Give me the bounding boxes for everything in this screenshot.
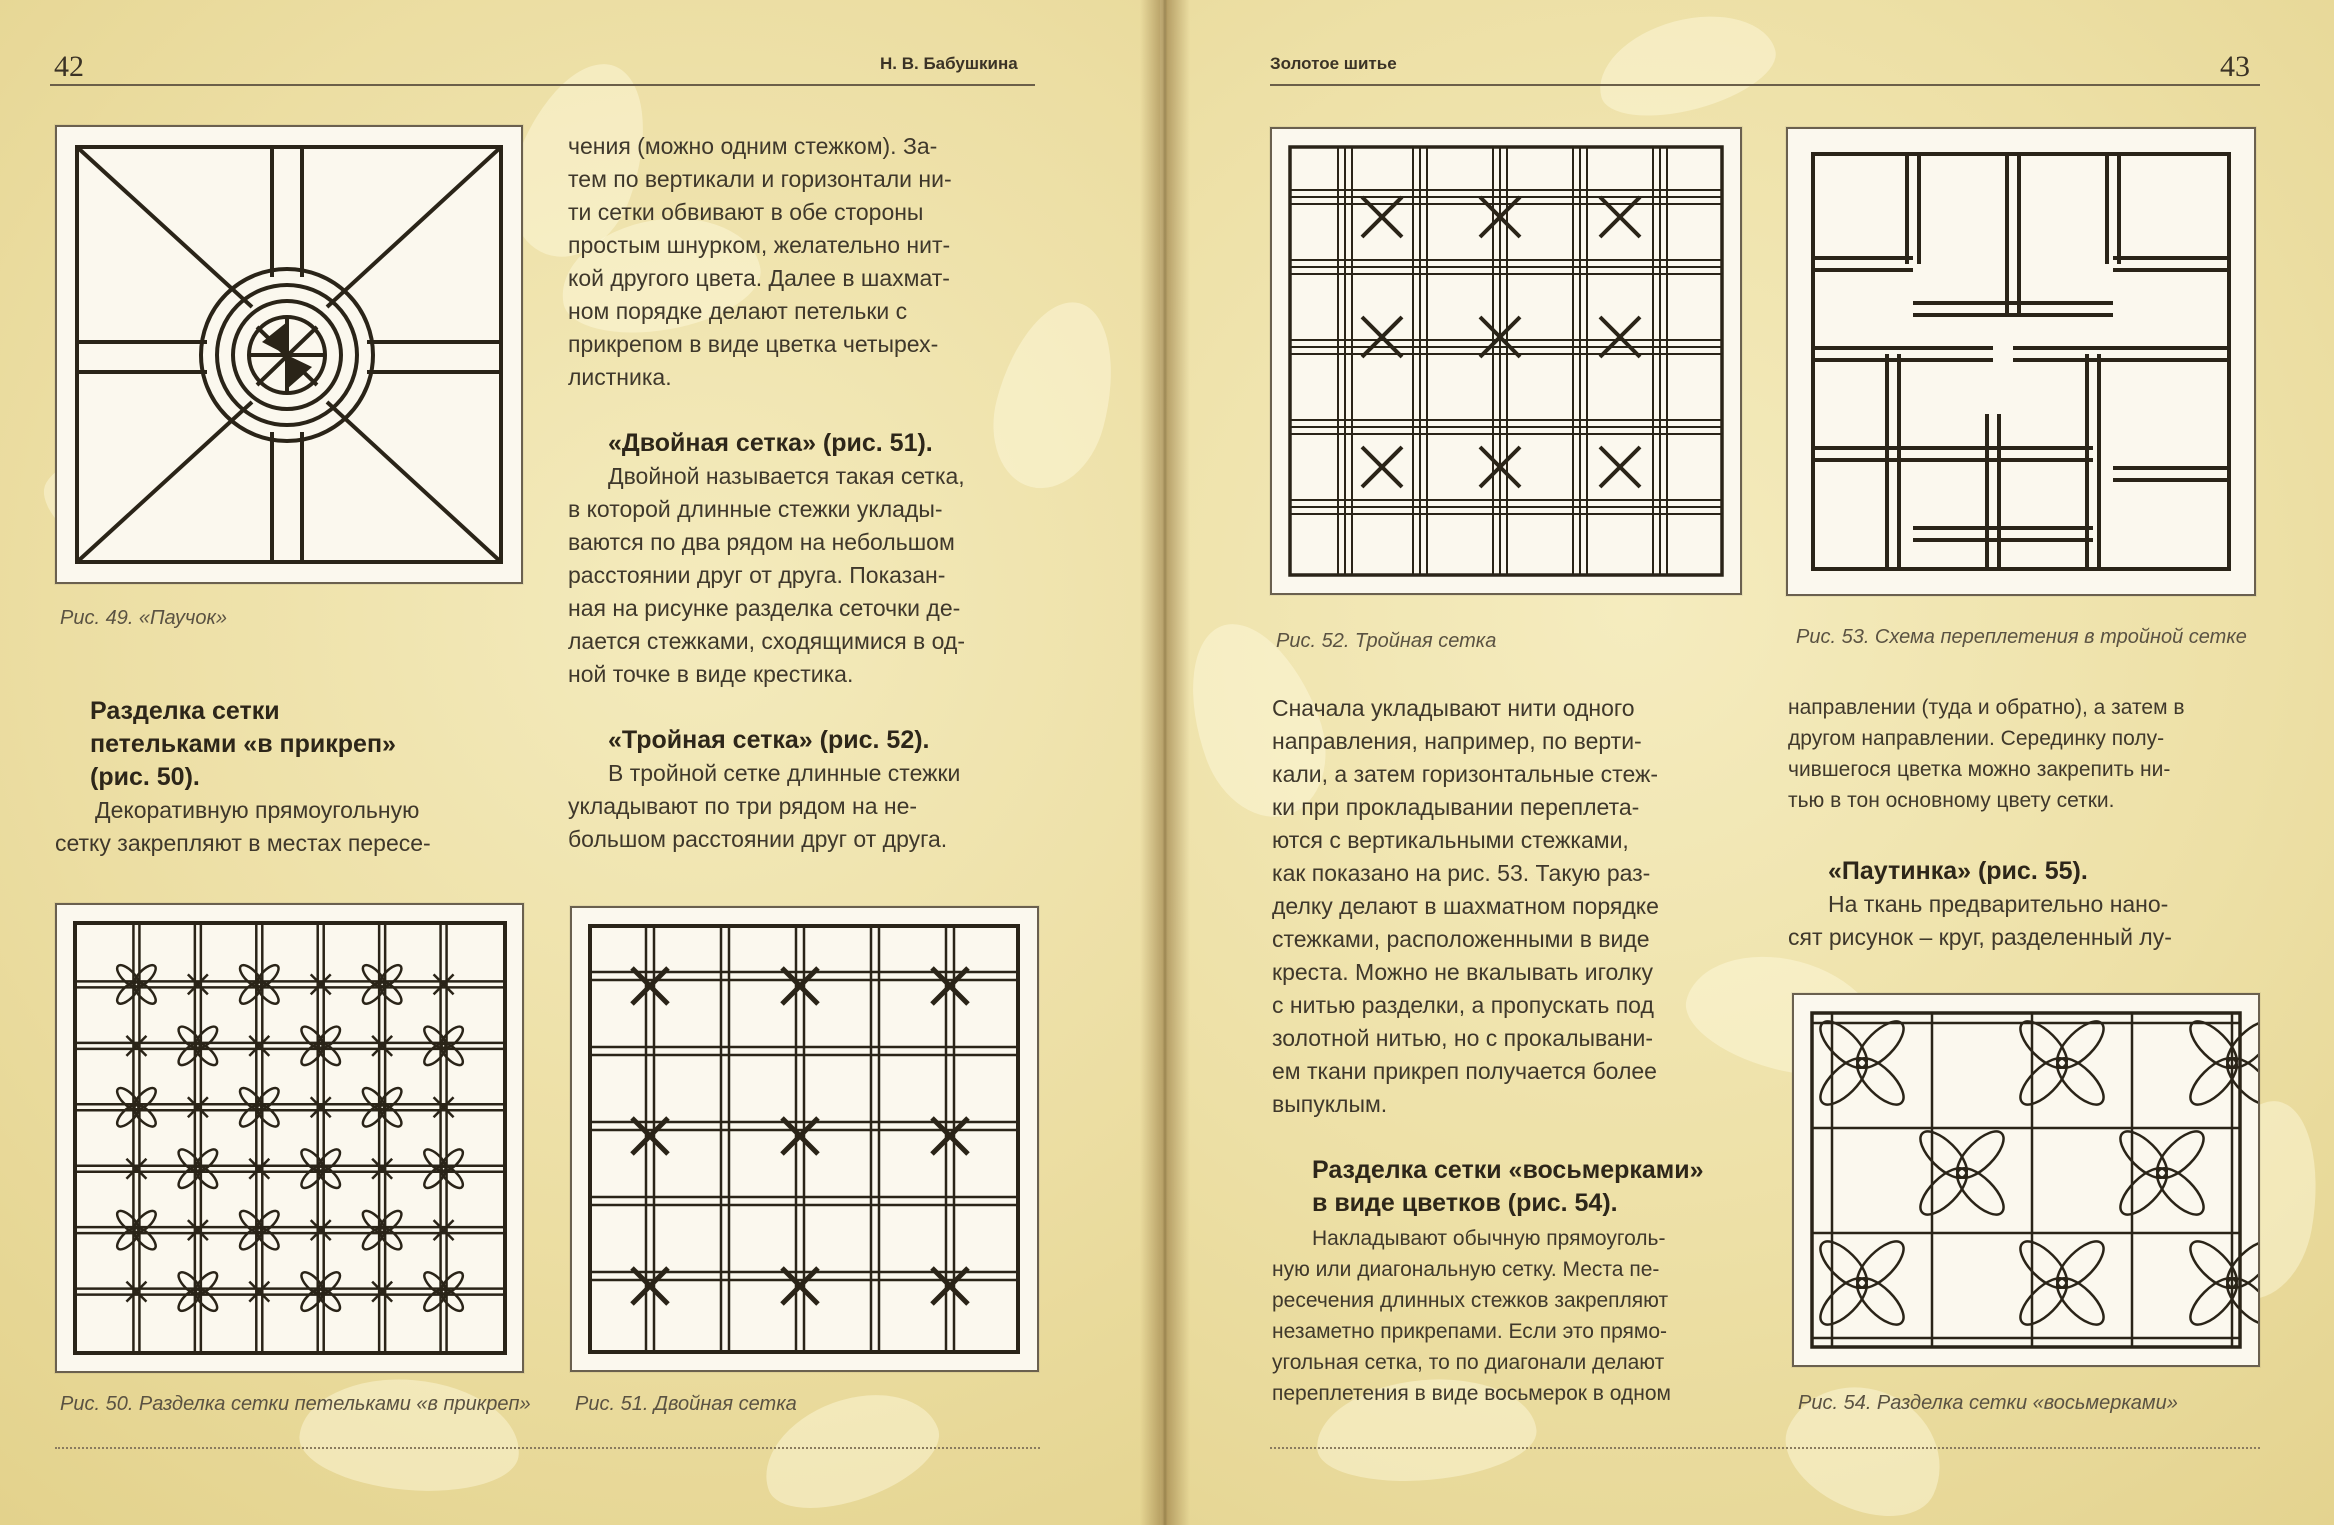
text-line: тем по вертикали и горизонтали ни- bbox=[568, 166, 952, 192]
running-head: Н. В. Бабушкина bbox=[880, 54, 1018, 73]
left-page-left-column bbox=[90, 695, 522, 794]
text-line: ти сетки обвивают в обе стороны bbox=[568, 199, 924, 225]
text-line: ем ткани прикреп получается более bbox=[1272, 1058, 1657, 1084]
figure-53-caption: Рис. 53. Схема переплетения в тройной сетке bbox=[1796, 626, 2247, 648]
text-line: ются с вертикальными стежками, bbox=[1272, 827, 1629, 853]
text-line: кали, а затем горизонтальные стеж- bbox=[1272, 761, 1659, 787]
section-heading-triple-grid: «Тройная сетка» (рис. 52). bbox=[608, 726, 930, 754]
section-heading-loops: Разделка сетки bbox=[90, 697, 280, 725]
figure-51-caption: Рис. 51. Двойная сетка bbox=[575, 1393, 797, 1415]
text-line: направлении (туда и обратно), а затем в bbox=[1788, 696, 2185, 719]
text-line: ной точке в виде крестика. bbox=[568, 661, 854, 687]
right-page-left-column bbox=[1272, 692, 1754, 1220]
footer-rule bbox=[55, 1447, 1040, 1449]
text-line: золотной нитью, но с прокалывани- bbox=[1272, 1025, 1653, 1051]
text-line: в которой длинные стежки уклады- bbox=[568, 496, 943, 522]
figure-52-caption: Рис. 52. Тройная сетка bbox=[1276, 630, 1497, 652]
text-line: другом направлении. Серединку полу- bbox=[1788, 727, 2165, 750]
text-line: ном порядке делают петельки с bbox=[568, 298, 908, 324]
text-line: ки при прокладывании переплета- bbox=[1272, 794, 1640, 820]
right-page-left-column-eights bbox=[1272, 1223, 1754, 1409]
text-line: укладывают по три рядом на не- bbox=[568, 793, 918, 819]
text-line: В тройной сетке длинные стежки bbox=[608, 760, 961, 786]
section-heading-eights: Разделка сетки «восьмерками» bbox=[1312, 1156, 1704, 1184]
text-line: Двойной называется такая сетка, bbox=[608, 463, 965, 489]
loops-grid-drawing bbox=[57, 905, 522, 1371]
text-line: Сначала укладывают нити одного bbox=[1272, 695, 1635, 721]
figure-49-caption: Рис. 49. «Паучок» bbox=[60, 607, 228, 629]
text-line: Накладывают обычную прямоуголь- bbox=[1312, 1227, 1666, 1250]
right-page bbox=[1166, 0, 2334, 1525]
text-line: креста. Можно не вкалывать иголку bbox=[1272, 959, 1654, 985]
text-line: простым шнурком, желательно нит- bbox=[568, 232, 951, 258]
text-line: кой другого цвета. Далее в шахмат- bbox=[568, 265, 950, 291]
text-line: направления, например, по верти- bbox=[1272, 728, 1642, 754]
left-page-right-column bbox=[568, 130, 1038, 856]
header-rule bbox=[50, 84, 1035, 86]
double-grid-drawing bbox=[572, 908, 1037, 1370]
text-line: делку делают в шахматном порядке bbox=[1272, 893, 1659, 919]
section-heading-loops: (рис. 50). bbox=[90, 763, 200, 791]
text-line: тью в тон основному цвету сетки. bbox=[1788, 789, 2115, 812]
spider-web-drawing bbox=[57, 127, 521, 582]
figure-50-loops-grid bbox=[55, 903, 524, 1373]
text-line: Декоративную прямоугольную bbox=[95, 797, 420, 823]
figure-50-caption: Рис. 50. Разделка сетки петельками «в прикреп» bbox=[60, 1393, 531, 1415]
figure-54-eights-grid bbox=[1792, 993, 2260, 1367]
page-number: 42 bbox=[54, 50, 84, 83]
text-line: выпуклым. bbox=[1272, 1091, 1388, 1117]
text-line: листника. bbox=[568, 364, 672, 390]
text-line: ная на рисунке разделка сеточки де- bbox=[568, 595, 961, 621]
header-rule bbox=[1270, 84, 2260, 86]
text-line: как показано на рис. 53. Такую раз- bbox=[1272, 860, 1651, 886]
text-line: угольная сетка, то по диагонали делают bbox=[1272, 1351, 1665, 1374]
figure-52-triple-grid bbox=[1270, 127, 1742, 595]
text-line: сетку закрепляют в местах пересе- bbox=[55, 830, 431, 856]
text-line: сят рисунок – круг, разделенный лу- bbox=[1788, 924, 2172, 950]
figure-53-weave-scheme bbox=[1786, 127, 2256, 596]
text-line: большом расстоянии друг от друга. bbox=[568, 826, 948, 852]
footer-rule bbox=[1270, 1447, 2260, 1449]
text-line: чения (можно одним стежком). За- bbox=[568, 133, 938, 159]
eights-grid-drawing bbox=[1794, 995, 2258, 1365]
text-line: ную или диагональную сетку. Места пе- bbox=[1272, 1258, 1660, 1281]
text-line: с нитью разделки, а пропускать под bbox=[1272, 992, 1654, 1018]
section-heading-loops: петельками «в прикреп» bbox=[90, 730, 396, 758]
figure-51-double-grid bbox=[570, 906, 1039, 1372]
text-line: прикрепом в виде цветка четырех- bbox=[568, 331, 939, 357]
left-page-left-column-text bbox=[55, 794, 522, 860]
text-line: стежками, расположенными в виде bbox=[1272, 926, 1650, 952]
figure-49-spider bbox=[55, 125, 523, 584]
right-page-right-column-web bbox=[1788, 855, 2250, 954]
weave-scheme-drawing bbox=[1788, 129, 2254, 594]
right-page-right-column bbox=[1788, 692, 2250, 816]
triple-grid-drawing bbox=[1272, 129, 1740, 593]
text-line: лается стежками, сходящимися в од- bbox=[568, 628, 966, 654]
page-number: 43 bbox=[2220, 50, 2250, 83]
section-heading-eights: в виде цветков (рис. 54). bbox=[1312, 1189, 1618, 1217]
text-line: переплетения в виде восьмерок в одном bbox=[1272, 1382, 1671, 1405]
text-line: незаметно прикрепами. Если это прямо- bbox=[1272, 1320, 1668, 1343]
text-line: На ткань предварительно нано- bbox=[1828, 891, 2169, 917]
text-line: чившегося цветка можно закрепить ни- bbox=[1788, 758, 2171, 781]
running-head: Золотое шитье bbox=[1270, 54, 1397, 73]
figure-54-caption: Рис. 54. Разделка сетки «восьмерками» bbox=[1798, 1392, 2178, 1414]
section-heading-web: «Паутинка» (рис. 55). bbox=[1828, 857, 2088, 885]
section-heading-double-grid: «Двойная сетка» (рис. 51). bbox=[608, 429, 933, 457]
text-line: ваются по два рядом на небольшом bbox=[568, 529, 955, 555]
text-line: расстоянии друг от друга. Показан- bbox=[568, 562, 946, 588]
book-gutter bbox=[1140, 0, 1190, 1525]
text-line: ресечения длинных стежков закрепляют bbox=[1272, 1289, 1669, 1312]
left-page bbox=[0, 0, 1160, 1525]
